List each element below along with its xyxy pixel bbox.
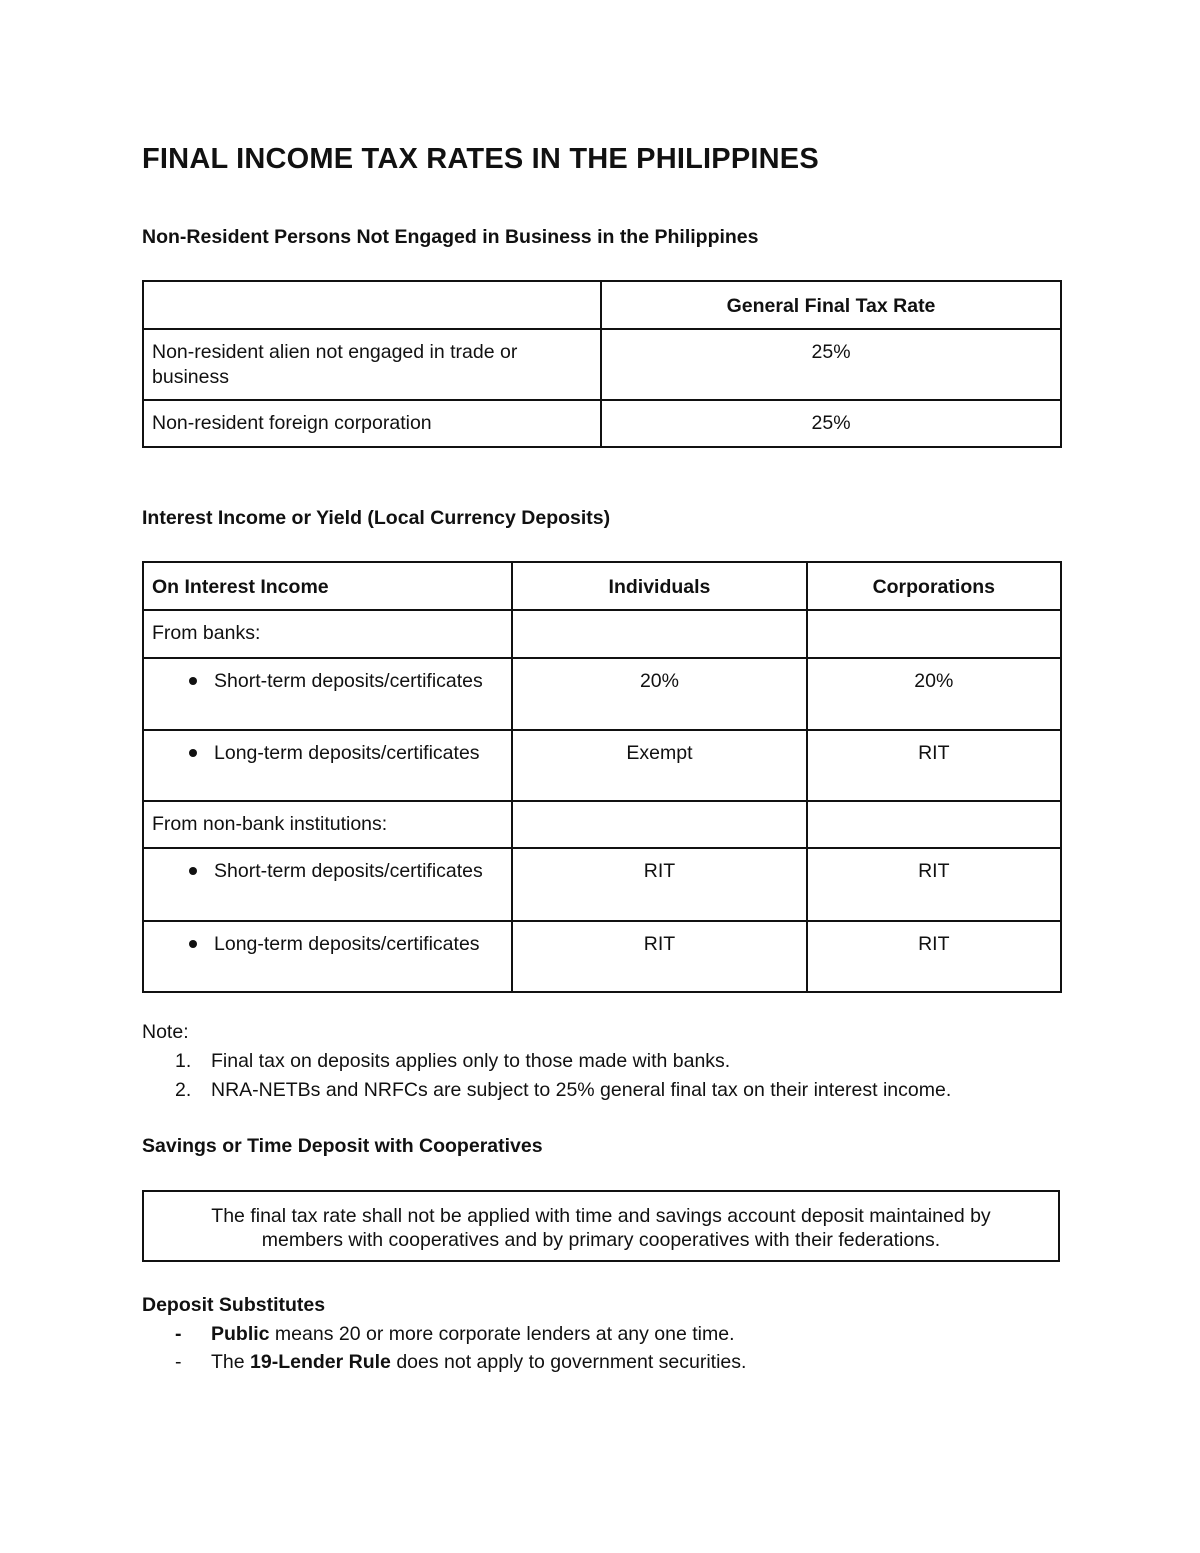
- row-corporations: 20%: [807, 658, 1061, 730]
- row-individuals: Exempt: [512, 730, 806, 801]
- dash-marker: -: [175, 1323, 182, 1345]
- row-individuals: [512, 610, 806, 658]
- table-row: [143, 848, 1061, 921]
- table-row: [143, 610, 1061, 658]
- bullet-icon: [189, 749, 197, 757]
- item-text: does not apply to government securities.: [390, 1351, 747, 1373]
- section-heading-interest-income: Interest Income or Yield (Local Currency Deposits): [142, 507, 611, 529]
- row-corporations: [807, 610, 1061, 658]
- table-row: [143, 801, 1061, 848]
- row-label: Non-resident alien not engaged in trade or business: [143, 329, 601, 400]
- row-label: Short-term deposits/certificates: [214, 860, 483, 882]
- non-resident-table: [142, 280, 1062, 448]
- note-number: 1.: [175, 1050, 192, 1072]
- table-row: [143, 730, 1061, 801]
- section-heading-non-resident: Non-Resident Persons Not Engaged in Business in the Philippines: [142, 226, 759, 248]
- list-item-text: [211, 1351, 746, 1374]
- table-header-cell: Corporations: [807, 562, 1061, 610]
- section-heading-cooperatives: Savings or Time Deposit with Cooperatives: [142, 1135, 543, 1157]
- row-corporations: [807, 801, 1061, 848]
- section-heading-deposit-substitutes: Deposit Substitutes: [142, 1294, 326, 1316]
- bullet-icon: [189, 867, 197, 875]
- bold-term: 19-Lender Rule: [250, 1351, 391, 1373]
- table-row: [143, 329, 1061, 400]
- row-label-bulleted: [143, 730, 512, 801]
- row-corporations: RIT: [807, 921, 1061, 992]
- row-corporations: RIT: [807, 848, 1061, 921]
- page-title: FINAL INCOME TAX RATES IN THE PHILIPPINES: [142, 143, 819, 175]
- table-header-cell: Individuals: [512, 562, 806, 610]
- row-individuals: RIT: [512, 921, 806, 992]
- row-label: Non-resident foreign corporation: [143, 400, 601, 447]
- item-text: means 20 or more corporate lenders at any one time.: [269, 1323, 735, 1345]
- row-label: From banks:: [143, 610, 512, 658]
- list-item-text: [211, 1323, 735, 1346]
- table-row: [143, 921, 1061, 992]
- row-label-bulleted: [143, 921, 512, 992]
- table-row: [143, 400, 1061, 447]
- row-label: Long-term deposits/certificates: [214, 742, 480, 764]
- row-rate: 25%: [601, 329, 1061, 400]
- note-label: Note:: [142, 1021, 189, 1043]
- table-header-cell: On Interest Income: [143, 562, 512, 610]
- row-label-bulleted: [143, 848, 512, 921]
- table-row: [143, 658, 1061, 730]
- row-individuals: 20%: [512, 658, 806, 730]
- note-text: Final tax on deposits applies only to those made with banks.: [211, 1050, 731, 1072]
- table-header-row: [143, 562, 1061, 610]
- dash-marker: -: [175, 1351, 182, 1373]
- note-text: NRA-NETBs and NRFCs are subject to 25% general final tax on their interest income.: [211, 1079, 952, 1101]
- interest-income-table: [142, 561, 1062, 993]
- notice-line: members with cooperatives and by primary cooperatives with their federations.: [261, 1229, 941, 1251]
- table-header-row: [143, 281, 1061, 329]
- cooperatives-notice-box: [142, 1190, 1060, 1262]
- notice-line: The final tax rate shall not be applied with time and savings account deposit maintained by: [211, 1205, 991, 1227]
- row-label: From non-bank institutions:: [143, 801, 512, 848]
- bold-term: Public: [211, 1323, 270, 1345]
- row-label: Short-term deposits/certificates: [214, 670, 483, 692]
- row-rate: 25%: [601, 400, 1061, 447]
- row-label: Long-term deposits/certificates: [214, 933, 480, 955]
- item-text: The: [211, 1351, 251, 1373]
- note-number: 2.: [175, 1079, 192, 1101]
- bullet-icon: [189, 677, 197, 685]
- table-header-cell: General Final Tax Rate: [601, 281, 1061, 329]
- row-corporations: RIT: [807, 730, 1061, 801]
- row-individuals: RIT: [512, 848, 806, 921]
- bullet-icon: [189, 940, 197, 948]
- table-header-cell: [143, 281, 601, 329]
- row-individuals: [512, 801, 806, 848]
- row-label-bulleted: [143, 658, 512, 730]
